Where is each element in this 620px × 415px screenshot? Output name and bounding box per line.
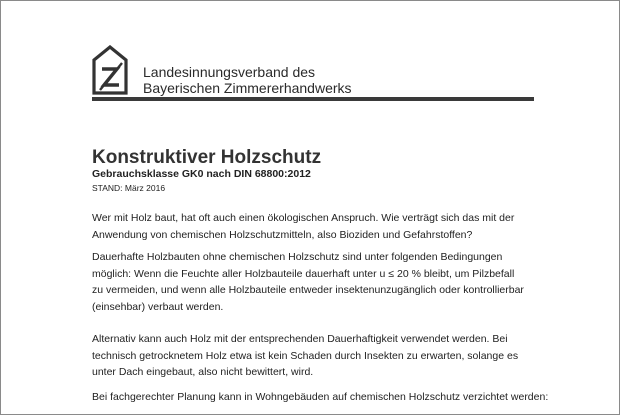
- org-line-1: Landesinnungsverband des: [143, 64, 316, 80]
- text-line: Anwendung von chemischen Holzschutzmitteln, also Bioziden und Gefahrstoffen?: [92, 228, 473, 241]
- text-line: Wer mit Holz baut, hat oft auch einen ökologischen Anspruch. Wie verträgt sich das mit der: [92, 212, 515, 224]
- house-logo-icon: [92, 45, 128, 95]
- document-subtitle: Gebrauchsklasse GK0 nach DIN 68800:2012: [92, 168, 311, 180]
- text-line: (einsehbar) verbaut werden.: [92, 301, 224, 314]
- text-line: technisch getrocknetem Holz etwa ist kein Schaden durch Insekten zu erwarten, solange es: [92, 349, 519, 362]
- paragraph-alternative: [92, 331, 552, 381]
- document-title: Konstruktiver Holzschutz: [92, 147, 322, 168]
- paragraph-conditions: [92, 249, 552, 316]
- text-line: unter Dach eingebaut, also nicht bewittert, wird.: [92, 366, 314, 379]
- header-divider: [92, 97, 534, 101]
- text-line: zu vermeiden, und wenn alle Holzbauteile entweder insektenunzugänglich oder kontrollierbar: [92, 284, 524, 297]
- text-line: Bei fachgerechter Planung kann in Wohngebäuden auf chemischen Holzschutz verzichtet werden:: [92, 391, 549, 403]
- text-line: möglich: Wenn die Feuchte aller Holzbauteile dauerhaft unter u ≤ 20 % bleibt, um Pilzbefall: [92, 267, 515, 280]
- org-line-2: Bayerischen Zimmererhandwerks: [143, 80, 352, 96]
- text-line: Alternativ kann auch Holz mit der entsprechenden Dauerhaftigkeit verwendet werden. Bei: [92, 333, 508, 345]
- paragraph-planning: [92, 389, 552, 406]
- document-date: STAND: März 2016: [92, 183, 166, 193]
- paragraph-intro: [92, 210, 552, 243]
- text-line: Dauerhafte Holzbauten ohne chemischen Holzschutz sind unter folgenden Bedingungen: [92, 251, 503, 263]
- organization-name: [143, 64, 352, 96]
